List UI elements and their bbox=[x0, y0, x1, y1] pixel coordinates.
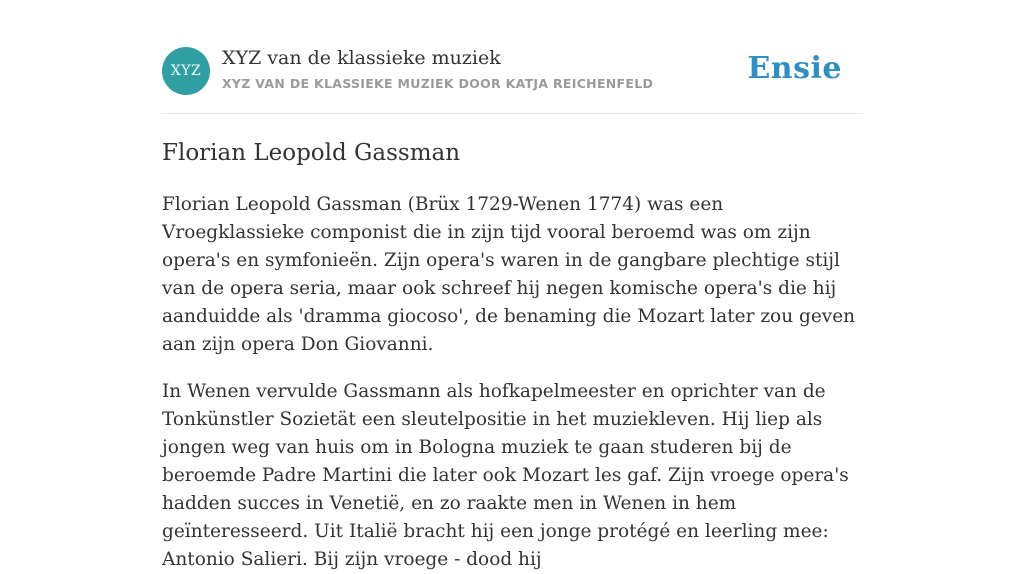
source-header bbox=[162, 47, 862, 114]
source-avatar[interactable]: XYZ bbox=[162, 47, 210, 95]
source-title[interactable]: XYZ van de klassieke muziek bbox=[222, 47, 501, 69]
ensie-logo[interactable]: Ensie bbox=[747, 51, 842, 86]
article-paragraph: Florian Leopold Gassman (Brüx 1729-Wenen 1774) was een Vroegklassieke componist die in zijn tijd vooral beroemd was om zijn opera's en symfonieën. Zijn opera's waren in de gangbare plechtige stijl van de opera seria, maar ook schreef hij negen komische opera's die hij aanduidde als 'dramma giocoso', de benaming die Mozart later zou geven aan zijn opera Don Giovanni. bbox=[162, 194, 856, 355]
article bbox=[162, 138, 864, 574]
article-paragraph: In Wenen vervulde Gassmann als hofkapelmeester en oprichter van de Tonkünstler Sozietät een sleutelpositie in het muziekleven. Hij liep als jongen weg van huis om in Bologna muziek te gaan studeren bij de beroemde Padre Martini die later ook Mozart les gaf. Zijn vroege opera's hadden succes in Venetië, en zo raakte men in Wenen in hem geïnteresseerd. Uit Italië bracht hij een jonge protégé en leerling mee: Antonio Salieri. Bij zijn vroege - dood hij bbox=[162, 381, 849, 570]
article-title: Florian Leopold Gassman bbox=[162, 140, 461, 166]
source-subtitle[interactable]: XYZ VAN DE KLASSIEKE MUZIEK DOOR KATJA REICHENFELD bbox=[222, 76, 654, 91]
